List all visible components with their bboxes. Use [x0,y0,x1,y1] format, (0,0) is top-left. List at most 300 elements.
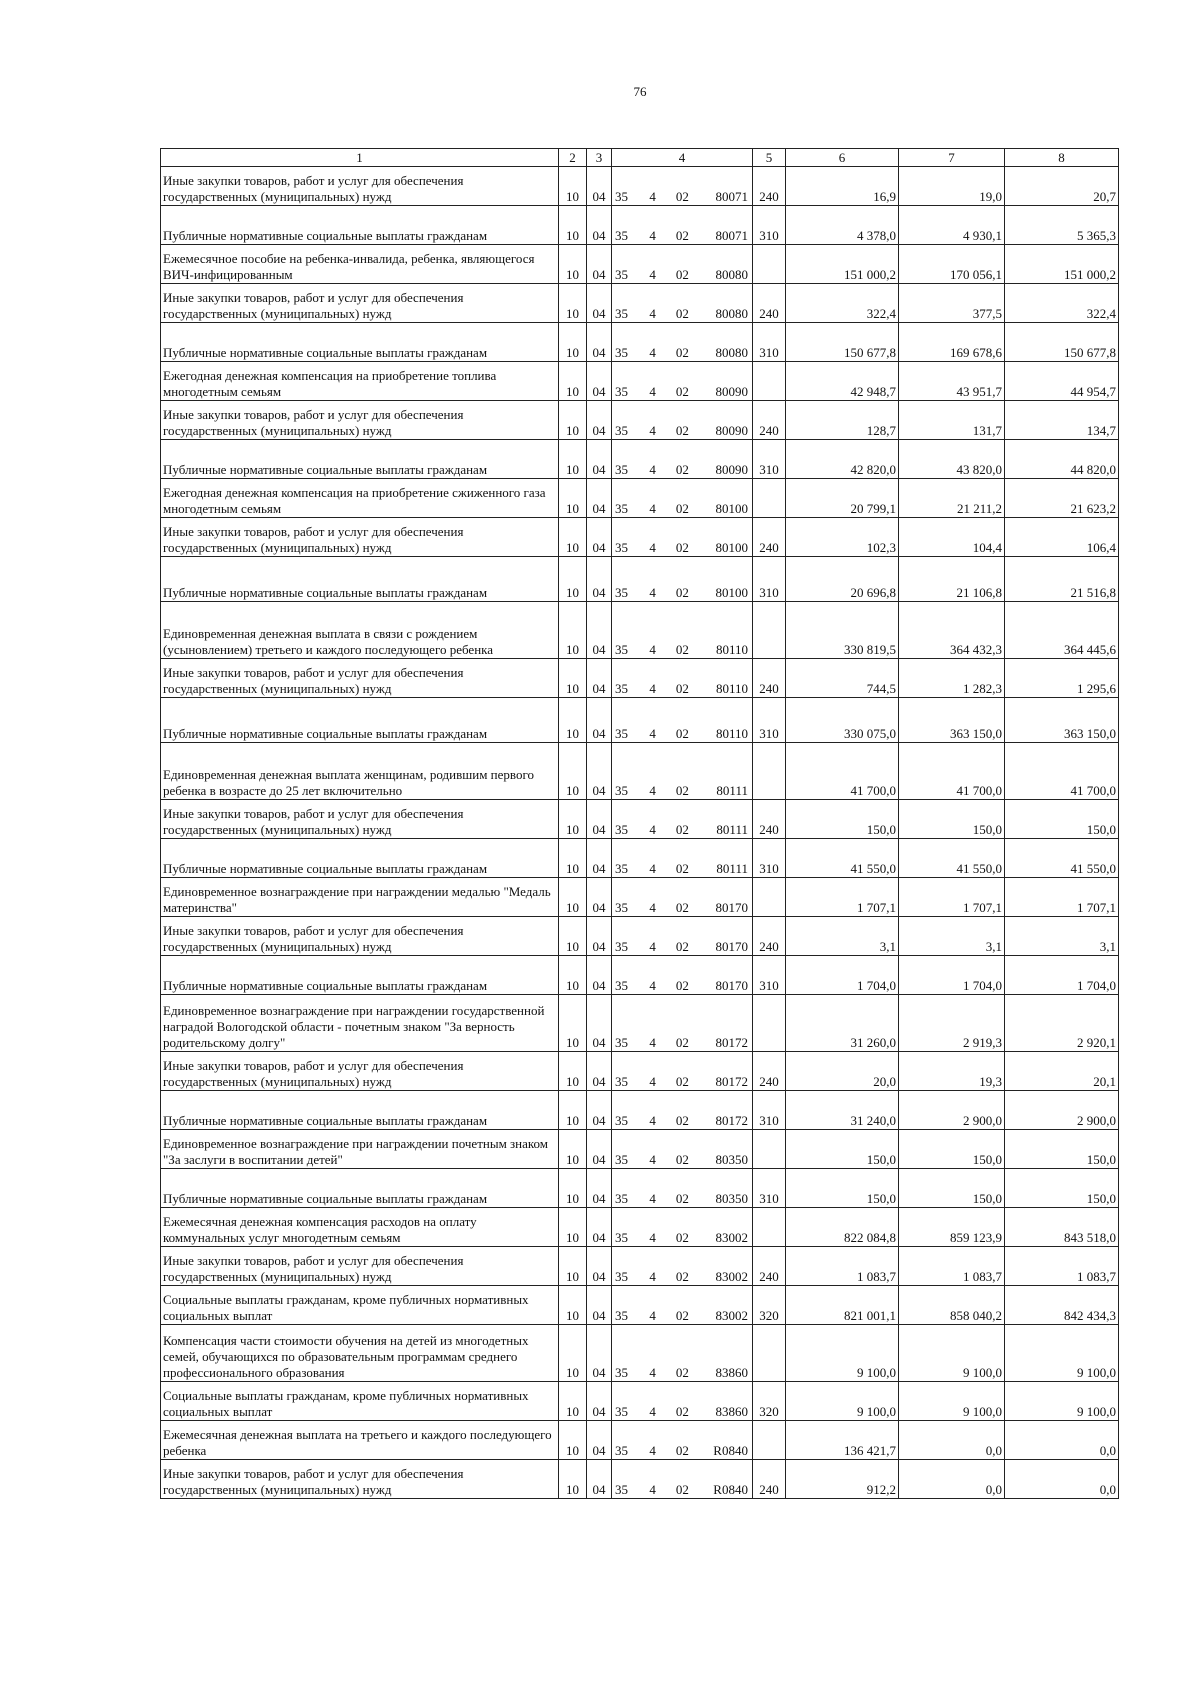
row-name: Публичные нормативные социальные выплаты гражданам [161,956,559,995]
program-code: 35 [615,1443,628,1458]
amount-year-2: 150,0 [899,1130,1005,1169]
group-code: 02 [675,462,689,477]
subsection-code: 04 [587,401,612,440]
section-code: 10 [559,1421,587,1460]
amount-year-3: 44 820,0 [1005,440,1119,479]
amount-year-1: 330 075,0 [786,698,899,743]
direction-code: 83860 [715,1365,748,1380]
subprogram-code: 4 [649,189,656,204]
program-code: 35 [615,642,628,657]
group-code: 02 [675,1308,689,1323]
group-code: 02 [675,345,689,360]
amount-year-2: 4 930,1 [899,206,1005,245]
section-code: 10 [559,440,587,479]
row-name: Ежегодная денежная компенсация на приобретение топлива многодетным семьям [161,362,559,401]
subsection-code: 04 [587,659,612,698]
row-name: Единовременное вознаграждение при награждении почетным знаком "За заслуги в воспитании детей" [161,1130,559,1169]
section-code: 10 [559,284,587,323]
group-code: 02 [675,783,689,798]
subprogram-code: 4 [649,306,656,321]
table-row [161,743,1119,800]
section-code: 10 [559,245,587,284]
amount-year-3: 2 900,0 [1005,1091,1119,1130]
direction-code: 80090 [715,384,748,399]
section-code: 10 [559,956,587,995]
subprogram-code: 4 [649,978,656,993]
amount-year-1: 42 820,0 [786,440,899,479]
program-code: 35 [615,228,628,243]
amount-year-2: 41 700,0 [899,743,1005,800]
amount-year-2: 2 900,0 [899,1091,1005,1130]
amount-year-1: 744,5 [786,659,899,698]
direction-code: 83860 [715,1404,748,1419]
direction-code: 80111 [716,822,748,837]
expense-type-code: 240 [753,401,786,440]
expense-type-code [753,995,786,1052]
amount-year-3: 150,0 [1005,1130,1119,1169]
direction-code: 80172 [715,1035,748,1050]
subsection-code: 04 [587,1421,612,1460]
amount-year-1: 9 100,0 [786,1382,899,1421]
amount-year-2: 859 123,9 [899,1208,1005,1247]
amount-year-3: 21 623,2 [1005,479,1119,518]
direction-code: 80170 [715,978,748,993]
expense-type-code: 310 [753,206,786,245]
direction-code: 80100 [715,501,748,516]
expense-type-code: 310 [753,839,786,878]
amount-year-2: 1 083,7 [899,1247,1005,1286]
target-code [612,1247,753,1286]
expense-type-code: 240 [753,1052,786,1091]
expense-type-code [753,1325,786,1382]
section-code: 10 [559,1286,587,1325]
group-code: 02 [675,1443,689,1458]
program-code: 35 [615,384,628,399]
direction-code: 80080 [715,267,748,282]
section-code: 10 [559,1382,587,1421]
row-name: Ежегодная денежная компенсация на приобретение сжиженного газа многодетным семьям [161,479,559,518]
direction-code: 80080 [715,345,748,360]
direction-code: 80110 [715,681,748,696]
amount-year-1: 912,2 [786,1460,899,1499]
subprogram-code: 4 [649,1191,656,1206]
amount-year-2: 150,0 [899,1169,1005,1208]
amount-year-2: 21 106,8 [899,557,1005,602]
target-code [612,1325,753,1382]
amount-year-3: 0,0 [1005,1460,1119,1499]
amount-year-2: 363 150,0 [899,698,1005,743]
target-code [612,167,753,206]
expense-type-code: 240 [753,917,786,956]
amount-year-3: 1 083,7 [1005,1247,1119,1286]
amount-year-2: 0,0 [899,1460,1005,1499]
direction-code: R0840 [713,1443,748,1458]
subsection-code: 04 [587,557,612,602]
table-row [161,1091,1119,1130]
expense-type-code: 310 [753,1169,786,1208]
amount-year-2: 1 707,1 [899,878,1005,917]
program-code: 35 [615,267,628,282]
header-cell: 5 [753,149,786,167]
amount-year-3: 322,4 [1005,284,1119,323]
program-code: 35 [615,783,628,798]
amount-year-1: 151 000,2 [786,245,899,284]
expense-type-code: 240 [753,284,786,323]
expense-type-code: 310 [753,557,786,602]
subprogram-code: 4 [649,822,656,837]
direction-code: 80071 [715,189,748,204]
expense-type-code: 240 [753,659,786,698]
direction-code: 80170 [715,939,748,954]
table-row [161,956,1119,995]
table-row [161,839,1119,878]
amount-year-1: 821 001,1 [786,1286,899,1325]
subprogram-code: 4 [649,228,656,243]
target-code [612,800,753,839]
amount-year-1: 41 550,0 [786,839,899,878]
program-code: 35 [615,462,628,477]
subsection-code: 04 [587,1052,612,1091]
subsection-code: 04 [587,1382,612,1421]
table-row [161,1169,1119,1208]
amount-year-2: 19,3 [899,1052,1005,1091]
amount-year-1: 150,0 [786,1169,899,1208]
subprogram-code: 4 [649,585,656,600]
amount-year-3: 1 704,0 [1005,956,1119,995]
program-code: 35 [615,423,628,438]
group-code: 02 [675,1191,689,1206]
expense-type-code: 240 [753,518,786,557]
section-code: 10 [559,1208,587,1247]
amount-year-1: 1 083,7 [786,1247,899,1286]
table-row [161,284,1119,323]
group-code: 02 [675,501,689,516]
group-code: 02 [675,384,689,399]
header-cell: 8 [1005,149,1119,167]
subprogram-code: 4 [649,1308,656,1323]
row-name: Ежемесячная денежная компенсация расходов на оплату коммунальных услуг многодетным семьям [161,1208,559,1247]
table-row [161,1421,1119,1460]
group-code: 02 [675,306,689,321]
expense-type-code [753,479,786,518]
group-code: 02 [675,1113,689,1128]
group-code: 02 [675,900,689,915]
amount-year-1: 41 700,0 [786,743,899,800]
row-name: Ежемесячная денежная выплата на третьего и каждого последующего ребенка [161,1421,559,1460]
section-code: 10 [559,362,587,401]
expense-type-code: 310 [753,1091,786,1130]
row-name: Иные закупки товаров, работ и услуг для обеспечения государственных (муниципальных) нужд [161,917,559,956]
expense-type-code [753,362,786,401]
program-code: 35 [615,1230,628,1245]
group-code: 02 [675,1269,689,1284]
table-row [161,167,1119,206]
section-code: 10 [559,839,587,878]
amount-year-3: 21 516,8 [1005,557,1119,602]
subprogram-code: 4 [649,1482,656,1497]
amount-year-3: 5 365,3 [1005,206,1119,245]
table-row [161,1460,1119,1499]
group-code: 02 [675,1365,689,1380]
section-code: 10 [559,602,587,659]
direction-code: 83002 [715,1308,748,1323]
subsection-code: 04 [587,1208,612,1247]
amount-year-3: 9 100,0 [1005,1325,1119,1382]
amount-year-3: 1 295,6 [1005,659,1119,698]
subsection-code: 04 [587,995,612,1052]
amount-year-1: 20 799,1 [786,479,899,518]
budget-table [160,148,1119,1499]
row-name: Единовременное вознаграждение при награждении государственной наградой Вологодской области - почетным знаком "За верность родительскому долгу" [161,995,559,1052]
row-name: Ежемесячное пособие на ребенка-инвалида, ребенка, являющегося ВИЧ-инфицированным [161,245,559,284]
target-code [612,602,753,659]
expense-type-code: 310 [753,698,786,743]
amount-year-3: 9 100,0 [1005,1382,1119,1421]
section-code: 10 [559,1247,587,1286]
subprogram-code: 4 [649,267,656,282]
table-row [161,800,1119,839]
amount-year-1: 31 240,0 [786,1091,899,1130]
amount-year-1: 20 696,8 [786,557,899,602]
table-row [161,557,1119,602]
amount-year-3: 150,0 [1005,1169,1119,1208]
row-name: Компенсация части стоимости обучения на детей из многодетных семей, обучающихся по образовательным программам среднего профессионального образования [161,1325,559,1382]
subsection-code: 04 [587,323,612,362]
table-row [161,1130,1119,1169]
target-code [612,1460,753,1499]
row-name: Иные закупки товаров, работ и услуг для обеспечения государственных (муниципальных) нужд [161,1460,559,1499]
section-code: 10 [559,167,587,206]
amount-year-2: 9 100,0 [899,1382,1005,1421]
row-name: Публичные нормативные социальные выплаты гражданам [161,698,559,743]
table-row [161,659,1119,698]
amount-year-1: 31 260,0 [786,995,899,1052]
amount-year-3: 20,7 [1005,167,1119,206]
subprogram-code: 4 [649,1152,656,1167]
table-row [161,1382,1119,1421]
direction-code: 83002 [715,1230,748,1245]
row-name: Публичные нормативные социальные выплаты гражданам [161,1169,559,1208]
row-name: Иные закупки товаров, работ и услуг для обеспечения государственных (муниципальных) нужд [161,167,559,206]
amount-year-3: 2 920,1 [1005,995,1119,1052]
target-code [612,698,753,743]
expense-type-code: 310 [753,440,786,479]
section-code: 10 [559,878,587,917]
group-code: 02 [675,540,689,555]
amount-year-1: 3,1 [786,917,899,956]
direction-code: 80172 [715,1113,748,1128]
subprogram-code: 4 [649,861,656,876]
program-code: 35 [615,822,628,837]
program-code: 35 [615,1404,628,1419]
section-code: 10 [559,518,587,557]
amount-year-2: 131,7 [899,401,1005,440]
amount-year-2: 19,0 [899,167,1005,206]
target-code [612,479,753,518]
amount-year-3: 842 434,3 [1005,1286,1119,1325]
subsection-code: 04 [587,167,612,206]
program-code: 35 [615,585,628,600]
expense-type-code: 310 [753,956,786,995]
target-code [612,245,753,284]
amount-year-1: 136 421,7 [786,1421,899,1460]
amount-year-2: 43 951,7 [899,362,1005,401]
subprogram-code: 4 [649,900,656,915]
subprogram-code: 4 [649,1113,656,1128]
group-code: 02 [675,726,689,741]
program-code: 35 [615,1308,628,1323]
subprogram-code: 4 [649,1365,656,1380]
target-code [612,206,753,245]
subprogram-code: 4 [649,1443,656,1458]
section-code: 10 [559,1130,587,1169]
direction-code: R0840 [713,1482,748,1497]
program-code: 35 [615,1269,628,1284]
target-code [612,1091,753,1130]
section-code: 10 [559,917,587,956]
table-row [161,440,1119,479]
expense-type-code: 240 [753,1247,786,1286]
group-code: 02 [675,1152,689,1167]
table-row [161,917,1119,956]
group-code: 02 [675,228,689,243]
amount-year-1: 128,7 [786,401,899,440]
group-code: 02 [675,1230,689,1245]
header-cell: 4 [612,149,753,167]
expense-type-code: 240 [753,800,786,839]
table-row [161,1325,1119,1382]
subsection-code: 04 [587,479,612,518]
row-name: Публичные нормативные социальные выплаты гражданам [161,206,559,245]
direction-code: 80080 [715,306,748,321]
group-code: 02 [675,681,689,696]
row-name: Публичные нормативные социальные выплаты гражданам [161,440,559,479]
program-code: 35 [615,1074,628,1089]
amount-year-2: 0,0 [899,1421,1005,1460]
subprogram-code: 4 [649,939,656,954]
target-code [612,1169,753,1208]
amount-year-2: 9 100,0 [899,1325,1005,1382]
table-row [161,245,1119,284]
subsection-code: 04 [587,518,612,557]
target-code [612,1052,753,1091]
target-code [612,839,753,878]
amount-year-1: 1 707,1 [786,878,899,917]
row-name: Публичные нормативные социальные выплаты гражданам [161,557,559,602]
section-code: 10 [559,800,587,839]
subsection-code: 04 [587,917,612,956]
subprogram-code: 4 [649,423,656,438]
amount-year-2: 104,4 [899,518,1005,557]
section-code: 10 [559,1052,587,1091]
group-code: 02 [675,1482,689,1497]
expense-type-code [753,743,786,800]
subsection-code: 04 [587,956,612,995]
target-code [612,1286,753,1325]
group-code: 02 [675,267,689,282]
target-code [612,1208,753,1247]
section-code: 10 [559,1460,587,1499]
group-code: 02 [675,978,689,993]
page-number: 76 [633,84,647,99]
direction-code: 83002 [715,1269,748,1284]
subprogram-code: 4 [649,462,656,477]
group-code: 02 [675,822,689,837]
section-code: 10 [559,1169,587,1208]
amount-year-2: 2 919,3 [899,995,1005,1052]
header-cell: 3 [587,149,612,167]
amount-year-1: 4 378,0 [786,206,899,245]
subsection-code: 04 [587,440,612,479]
amount-year-2: 364 432,3 [899,602,1005,659]
target-code [612,401,753,440]
amount-year-3: 44 954,7 [1005,362,1119,401]
section-code: 10 [559,206,587,245]
amount-year-1: 20,0 [786,1052,899,1091]
row-name: Иные закупки товаров, работ и услуг для обеспечения государственных (муниципальных) нужд [161,284,559,323]
subsection-code: 04 [587,362,612,401]
target-code [612,878,753,917]
expense-type-code: 240 [753,167,786,206]
program-code: 35 [615,1482,628,1497]
direction-code: 80090 [715,423,748,438]
subprogram-code: 4 [649,540,656,555]
expense-type-code [753,1130,786,1169]
subprogram-code: 4 [649,345,656,360]
table-row [161,479,1119,518]
row-name: Единовременное вознаграждение при награждении медалью "Медаль материнства" [161,878,559,917]
amount-year-3: 3,1 [1005,917,1119,956]
program-code: 35 [615,1113,628,1128]
amount-year-2: 1 282,3 [899,659,1005,698]
program-code: 35 [615,540,628,555]
subsection-code: 04 [587,206,612,245]
group-code: 02 [675,1074,689,1089]
amount-year-2: 21 211,2 [899,479,1005,518]
table-header-row [161,149,1119,167]
target-code [612,659,753,698]
subprogram-code: 4 [649,1230,656,1245]
table-row [161,362,1119,401]
program-code: 35 [615,1035,628,1050]
header-cell: 7 [899,149,1005,167]
group-code: 02 [675,861,689,876]
subsection-code: 04 [587,1325,612,1382]
amount-year-2: 3,1 [899,917,1005,956]
section-code: 10 [559,698,587,743]
program-code: 35 [615,681,628,696]
group-code: 02 [675,423,689,438]
subsection-code: 04 [587,1247,612,1286]
expense-type-code: 240 [753,1460,786,1499]
amount-year-1: 9 100,0 [786,1325,899,1382]
subsection-code: 04 [587,1130,612,1169]
direction-code: 80110 [715,726,748,741]
subprogram-code: 4 [649,384,656,399]
row-name: Иные закупки товаров, работ и услуг для обеспечения государственных (муниципальных) нужд [161,518,559,557]
subsection-code: 04 [587,1169,612,1208]
target-code [612,917,753,956]
target-code [612,557,753,602]
row-name: Публичные нормативные социальные выплаты гражданам [161,839,559,878]
group-code: 02 [675,642,689,657]
table-row [161,1052,1119,1091]
table-row [161,1286,1119,1325]
direction-code: 80100 [715,540,748,555]
subsection-code: 04 [587,839,612,878]
program-code: 35 [615,1191,628,1206]
subprogram-code: 4 [649,1074,656,1089]
